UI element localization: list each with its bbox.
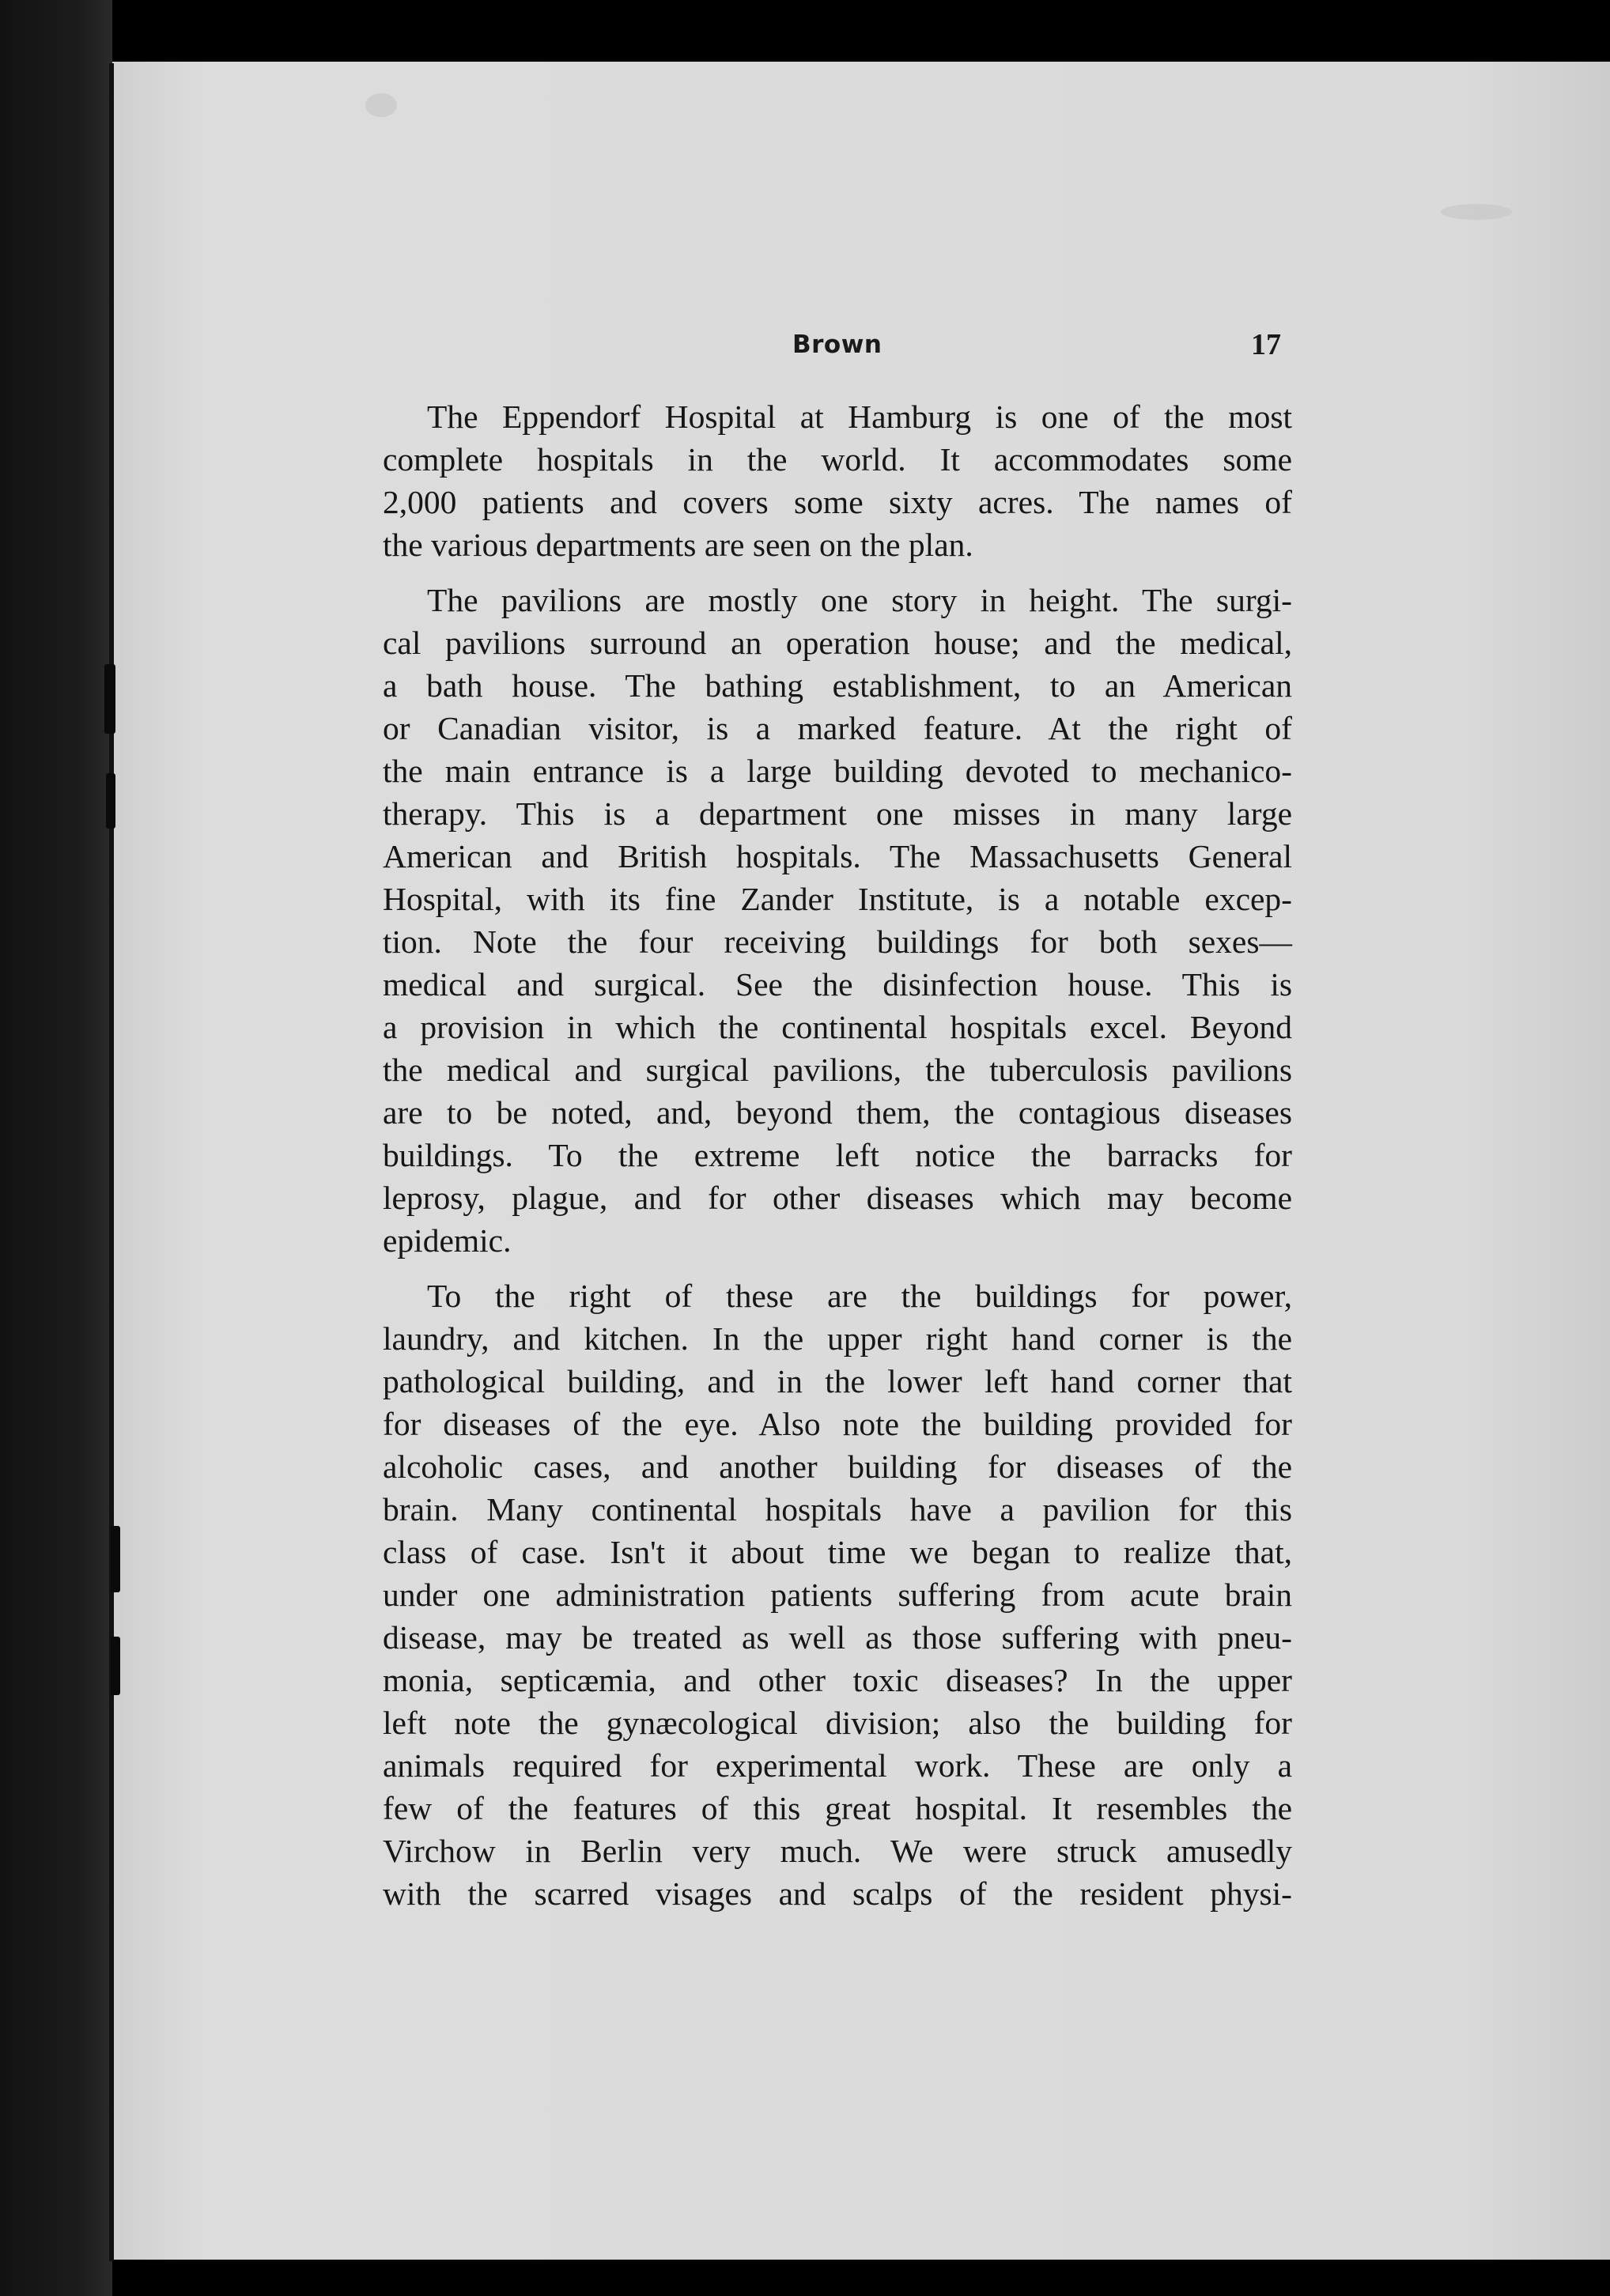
- body-text: [383, 395, 1292, 1928]
- text-line: Hospital, with its fine Zander Institute, is a notable excep-: [383, 881, 1292, 917]
- text-line: few of the features of this great hospital. It resembles the: [383, 1790, 1292, 1826]
- text-line: The pavilions are mostly one story in height. The surgi-: [427, 582, 1292, 618]
- text-line: with the scarred visages and scalps of the resident physi-: [383, 1875, 1292, 1912]
- binding-mark: [111, 1526, 120, 1592]
- text-line: medical and surgical. See the disinfection house. This is: [383, 966, 1292, 1003]
- paragraph: [383, 1275, 1292, 1915]
- binding-mark: [111, 1637, 120, 1695]
- text-line: or Canadian visitor, is a marked feature. At the right of: [383, 710, 1292, 746]
- text-line: American and British hospitals. The Massachusetts General: [383, 838, 1292, 874]
- smudge-mark: [1441, 204, 1512, 220]
- text-line: cal pavilions surround an operation house; and the medical,: [383, 625, 1292, 661]
- text-line: monia, septicæmia, and other toxic diseases? In the upper: [383, 1662, 1292, 1698]
- text-line: buildings. To the extreme left notice the barracks for: [383, 1137, 1292, 1173]
- text-line: left note the gynæcological division; also the building for: [383, 1705, 1292, 1741]
- text-line: To the right of these are the buildings for power,: [427, 1278, 1292, 1314]
- text-line: brain. Many continental hospitals have a pavilion for this: [383, 1491, 1292, 1528]
- text-line: pathological building, and in the lower left hand corner that: [383, 1363, 1292, 1399]
- paragraph: [383, 579, 1292, 1262]
- binding-mark: [106, 773, 115, 829]
- text-line: complete hospitals in the world. It accommodates some: [383, 441, 1292, 478]
- text-line: the medical and surgical pavilions, the tuberculosis pavilions: [383, 1052, 1292, 1088]
- running-head: Brown: [792, 330, 882, 359]
- text-line: under one administration patients suffering from acute brain: [383, 1577, 1292, 1613]
- text-line: for diseases of the eye. Also note the building provided for: [383, 1406, 1292, 1442]
- text-line: epidemic.: [383, 1222, 512, 1259]
- text-line: therapy. This is a department one misses in many large: [383, 795, 1292, 832]
- smudge-mark: [365, 93, 397, 117]
- text-line: leprosy, plague, and for other diseases which may become: [383, 1180, 1292, 1216]
- text-line: are to be noted, and, beyond them, the contagious diseases: [383, 1094, 1292, 1131]
- binding-strip: [0, 0, 112, 2296]
- text-line: class of case. Isn't it about time we began to realize that,: [383, 1534, 1292, 1570]
- paragraph: [383, 395, 1292, 566]
- binding-mark: [104, 664, 115, 734]
- text-line: the main entrance is a large building devoted to mechanico-: [383, 753, 1292, 789]
- page-header: [112, 330, 1610, 370]
- text-line: the various departments are seen on the plan.: [383, 527, 973, 563]
- text-line: Virchow in Berlin very much. We were struck amusedly: [383, 1833, 1292, 1869]
- text-line: laundry, and kitchen. In the upper right hand corner is the: [383, 1320, 1292, 1357]
- text-line: disease, may be treated as well as those suffering with pneu-: [383, 1619, 1292, 1656]
- page-number: 17: [1251, 328, 1281, 361]
- text-line: animals required for experimental work. These are only a: [383, 1747, 1292, 1784]
- text-line: 2,000 patients and covers some sixty acres. The names of: [383, 484, 1292, 520]
- text-line: a provision in which the continental hospitals excel. Beyond: [383, 1009, 1292, 1045]
- text-line: tion. Note the four receiving buildings for both sexes—: [383, 923, 1292, 960]
- text-line: The Eppendorf Hospital at Hamburg is one of the most: [427, 398, 1292, 435]
- text-line: alcoholic cases, and another building for diseases of the: [383, 1448, 1292, 1485]
- binding-edge: [109, 63, 114, 2261]
- text-line: a bath house. The bathing establishment, to an American: [383, 667, 1292, 704]
